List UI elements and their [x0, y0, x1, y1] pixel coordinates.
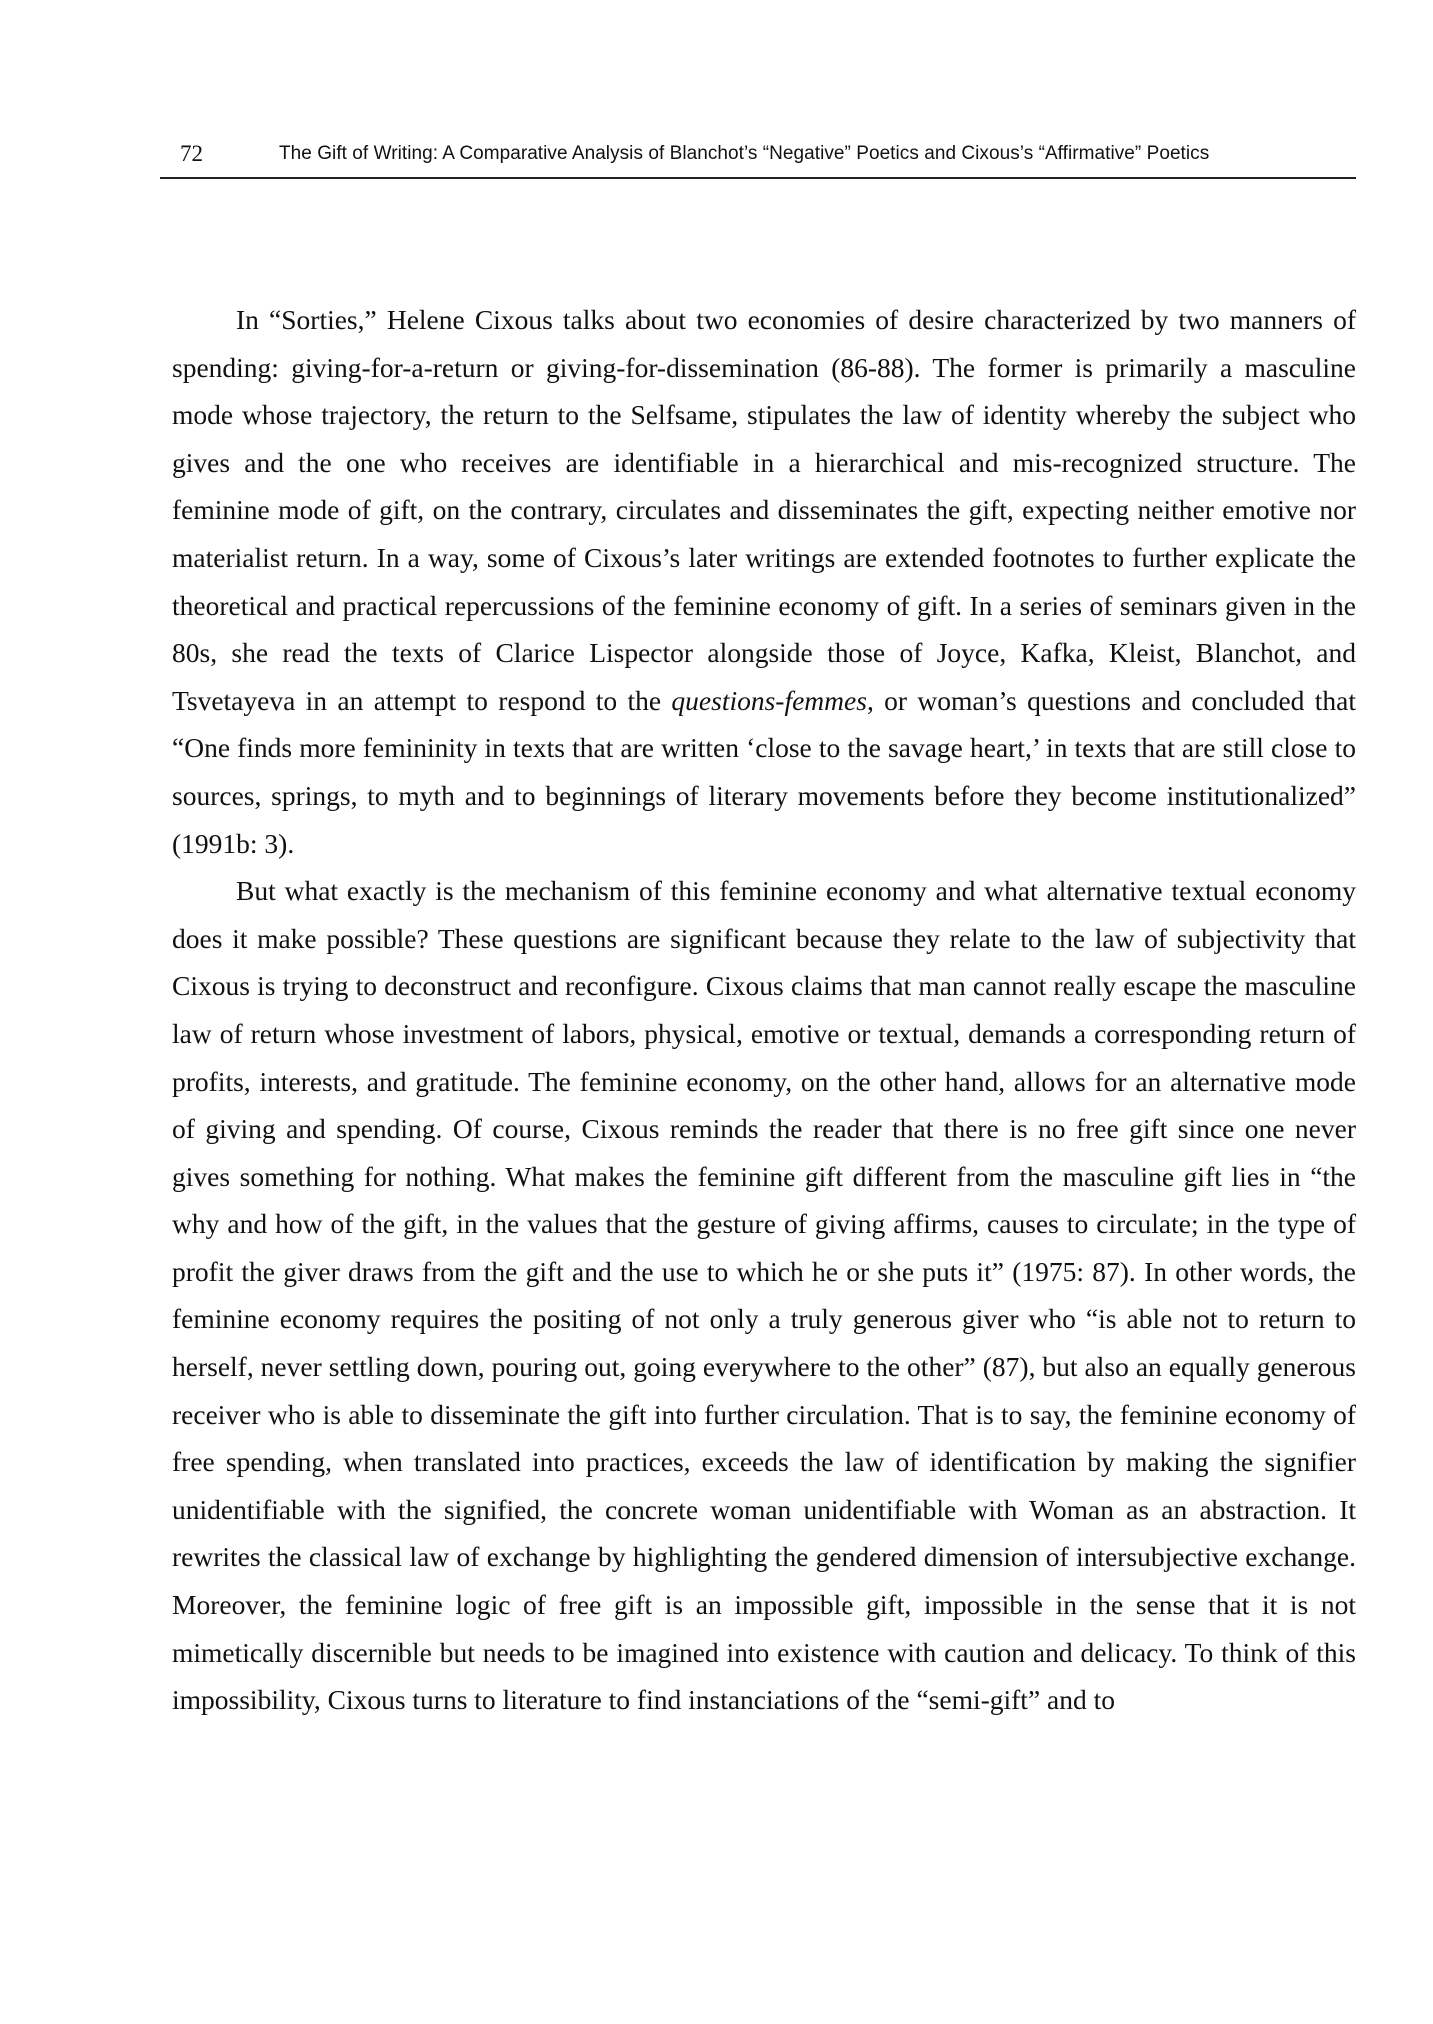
paragraph-2: But what exactly is the mechanism of this feminine economy and what alternative textual economy does it make possible? These questions are significant because they relate to the law of subjectivity that Cixous is trying to deconstruct and reconfigure. Cixous claims that man cannot really escape the masculine law of return whose investment of labors, physical, emotive or textual, demands a corresponding return of profits, interests, and gratitude. The feminine economy, on the other hand, allows for an alternative mode of giving and spending. Of course, Cixous reminds the reader that there is no free gift since one never gives something for nothing. What makes the feminine gift different from the masculine gift lies in “the why and how of the gift, in the values that the gesture of giving affirms, causes to circulate; in the type of profit the giver draws from the gift and the use to which he or she puts it” (1975: 87). In other words, the feminine economy requires the positing of not only a truly generous giver who “is able not to return to herself, never settling down, pouring out, going everywhere to the other” (87), but also an equally generous receiver who is able to disseminate the gift into further circulation. That is to say, the feminine economy of free spending, when translated into practices, exceeds the law of identification by making the signifier unidentifiable with the signified, the concrete woman unidentifiable with Woman as an abstraction. It rewrites the classical law of exchange by highlighting the gendered dimension of intersubjective exchange. Moreover, the feminine logic of free gift is an impossible gift, impossible in the sense that it is not mimetically discernible but needs to be imagined into existence with caution and delicacy. To think of this impossibility, Cixous turns to literature to find instanciations of the “semi-gift” and to: [172, 875, 1356, 1716]
header-rule: [160, 177, 1356, 179]
paragraph-1: [172, 296, 1356, 867]
running-title: The Gift of Writing: A Comparative Analysis of Blanchot’s “Negative” Poetics and Cixous’s “Affirmative” Poetics: [279, 143, 1210, 164]
paragraph-1-text-b: , or woman’s questions and concluded that “One finds more femininity in texts that are written ‘close to the savage heart,’ in texts that are still close to sources, springs, to myth and to beginnings of literary movements before they become institutionalized” (1991b: 3).: [172, 684, 1356, 859]
page-number: 72: [180, 141, 203, 166]
running-header: [172, 134, 1356, 174]
body-text: [172, 296, 1356, 1724]
paragraph-1-text-a: In “Sorties,” Helene Cixous talks about two economies of desire characterized by two manners of spending: giving-for-a-return or giving-for-dissemination (86-88). The former is primarily a masculine mode whose trajectory, the return to the Selfsame, stipulates the law of identity whereby the subject who gives and the one who receives are identifiable in a hierarchical and mis-recognized structure. The feminine mode of gift, on the contrary, circulates and disseminates the gift, expecting neither emotive nor materialist return. In a way, some of Cixous’s later writings are extended footnotes to further explicate the theoretical and practical repercussions of the feminine economy of gift. In a series of seminars given in the 80s, she read the texts of Clarice Lispector alongside those of Joyce, Kafka, Kleist, Blanchot, and Tsvetayeva in an attempt to respond to the: [172, 304, 1356, 716]
paragraph-1-italic-term: questions-femmes: [671, 684, 867, 716]
